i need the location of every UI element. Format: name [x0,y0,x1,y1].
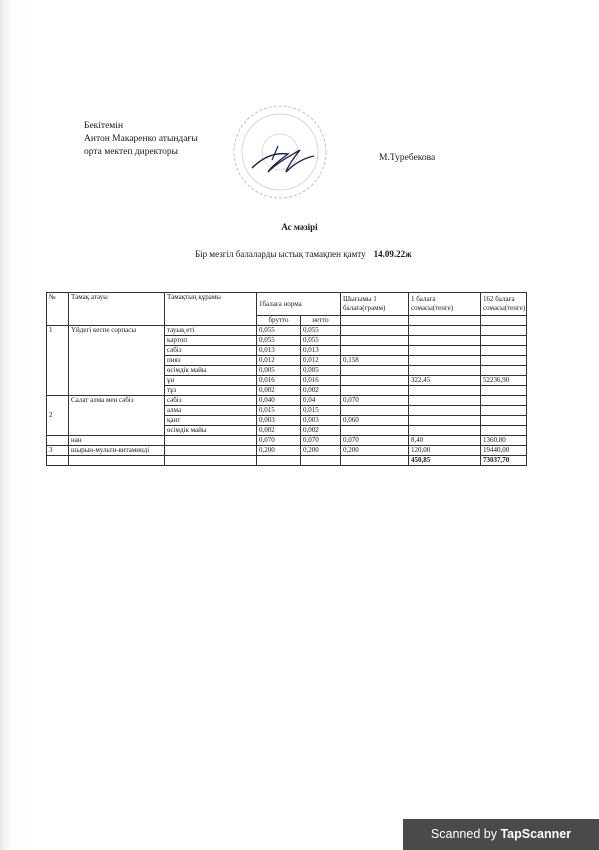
row-output [341,376,409,386]
row-item: ұн [165,376,257,386]
row-cost162 [481,366,527,376]
row-cost1 [409,386,481,396]
row-cost1 [409,346,481,356]
row-output: 0,200 [341,446,409,456]
row-item: тұз [165,386,257,396]
row-cost1 [409,326,481,336]
row-item: өсімдік майы [165,426,257,436]
row-cost162 [481,396,527,406]
document-title: Ас мәзірі [281,222,318,232]
table-total-row [47,456,527,466]
menu-table [46,292,527,466]
row-net: 0,005 [301,366,341,376]
scanner-watermark [403,819,599,850]
approval-block [84,120,198,159]
row-net: 0,04 [301,396,341,406]
row-net: 0,200 [301,446,341,456]
watermark-brand: TapScanner [500,827,572,841]
row-net: 0,015 [301,406,341,416]
row-cost1: 120,00 [409,446,481,456]
row-gross: 0,200 [257,446,301,456]
table-row [47,446,527,456]
row-item [165,436,257,446]
row-dish: Үйдегі кеспе сорпасы [69,326,165,396]
header-num: № [47,293,69,326]
row-cost162 [481,346,527,356]
row-net: 0,013 [301,346,341,356]
row-gross: 0,055 [257,326,301,336]
table-cell [301,456,341,466]
row-dish: нан [69,436,165,446]
table-row [47,436,527,446]
row-gross: 0,055 [257,336,301,346]
row-cost162: 52236,90 [481,376,527,386]
row-item: сәбіз [165,396,257,406]
row-cost1 [409,396,481,406]
row-output [341,346,409,356]
row-dish: Салат алма мен сәбіз [69,396,165,436]
row-gross: 0,012 [257,356,301,366]
row-num: 2 [47,396,69,436]
row-net: 0,003 [301,416,341,426]
watermark-prefix: Scanned by [430,827,497,841]
header-cost1: 1 балаға сомасы(тенге) [409,293,481,316]
row-cost162 [481,386,527,396]
row-num [47,436,69,446]
row-net: 0,070 [301,436,341,446]
row-item: картоп [165,336,257,346]
director-name: М.Туребекова [379,153,436,163]
table-header-row [47,293,527,316]
row-net: 0,002 [301,386,341,396]
table-cell [409,316,481,326]
table-cell [341,316,409,326]
row-cost162 [481,406,527,416]
row-gross: 0,040 [257,396,301,406]
table-row [47,396,527,406]
row-output: 0,070 [341,436,409,446]
subtitle-text: Бір мезгіл балаларды ыстық тамақпен қамту [195,249,366,259]
row-output: 0,158 [341,356,409,366]
table-cell [341,456,409,466]
row-cost162 [481,426,527,436]
row-gross: 0,003 [257,416,301,426]
row-item: өсімдік майы [165,366,257,376]
row-gross: 0,070 [257,436,301,446]
row-cost1 [409,336,481,346]
row-item [165,446,257,456]
row-output [341,406,409,416]
row-cost1 [409,356,481,366]
approval-line-3: орта мектеп директоры [84,147,179,157]
row-gross: 0,005 [257,366,301,376]
row-gross: 0,016 [257,376,301,386]
header-net: нетто [301,316,341,326]
row-net: 0,012 [301,356,341,366]
row-gross: 0,002 [257,426,301,436]
row-item: пияз [165,356,257,366]
row-output [341,386,409,396]
row-cost162: 1360,80 [481,436,527,446]
row-cost162 [481,416,527,426]
row-cost1 [409,406,481,416]
approval-line-1: Бекітемін [84,121,124,131]
row-gross: 0,013 [257,346,301,356]
row-net: 0,055 [301,326,341,336]
subtitle-date: 14.09.22ж [373,249,412,259]
row-cost162: 19440,00 [481,446,527,456]
row-item: алма [165,406,257,416]
row-cost162 [481,326,527,336]
row-item: қант [165,416,257,426]
table-row [47,326,527,336]
table-cell [257,456,301,466]
table-cell [481,316,527,326]
header-composition: Тамақтың құрамы [165,293,257,326]
document-subtitle [195,249,412,259]
header-norm: 1балаға норма [257,293,341,316]
row-item: сәбіз [165,346,257,356]
row-net: 0,002 [301,426,341,436]
table-cell [165,456,257,466]
row-net: 0,055 [301,336,341,346]
row-item: тауық еті [165,326,257,336]
row-output [341,366,409,376]
row-num: 1 [47,326,69,396]
row-cost1: 322,45 [409,376,481,386]
row-output: 0,070 [341,396,409,406]
approval-line-2: Антон Макаренко атындағы [84,134,198,144]
row-gross: 0,002 [257,386,301,396]
table-cell [69,456,165,466]
row-output [341,326,409,336]
total-cost162: 73037,70 [481,456,527,466]
row-cost162 [481,336,527,346]
signature [248,138,318,178]
row-num: 3 [47,446,69,456]
header-output: Шығымы 1 балаға(грамм) [341,293,409,316]
row-output [341,426,409,436]
row-cost162 [481,356,527,366]
row-cost1 [409,416,481,426]
total-cost1: 450,85 [409,456,481,466]
header-cost162: 162 балаға сомасы(тенге) [481,293,527,316]
row-cost1 [409,366,481,376]
table-cell [47,456,69,466]
row-cost1 [409,426,481,436]
row-output [341,336,409,346]
row-output: 0,060 [341,416,409,426]
row-cost1: 8,40 [409,436,481,446]
header-gross: брутто [257,316,301,326]
row-net: 0,016 [301,376,341,386]
row-dish: шырын-мульти-витаминді [69,446,165,456]
header-dish: Тамақ атауы [69,293,165,326]
row-gross: 0,015 [257,406,301,416]
